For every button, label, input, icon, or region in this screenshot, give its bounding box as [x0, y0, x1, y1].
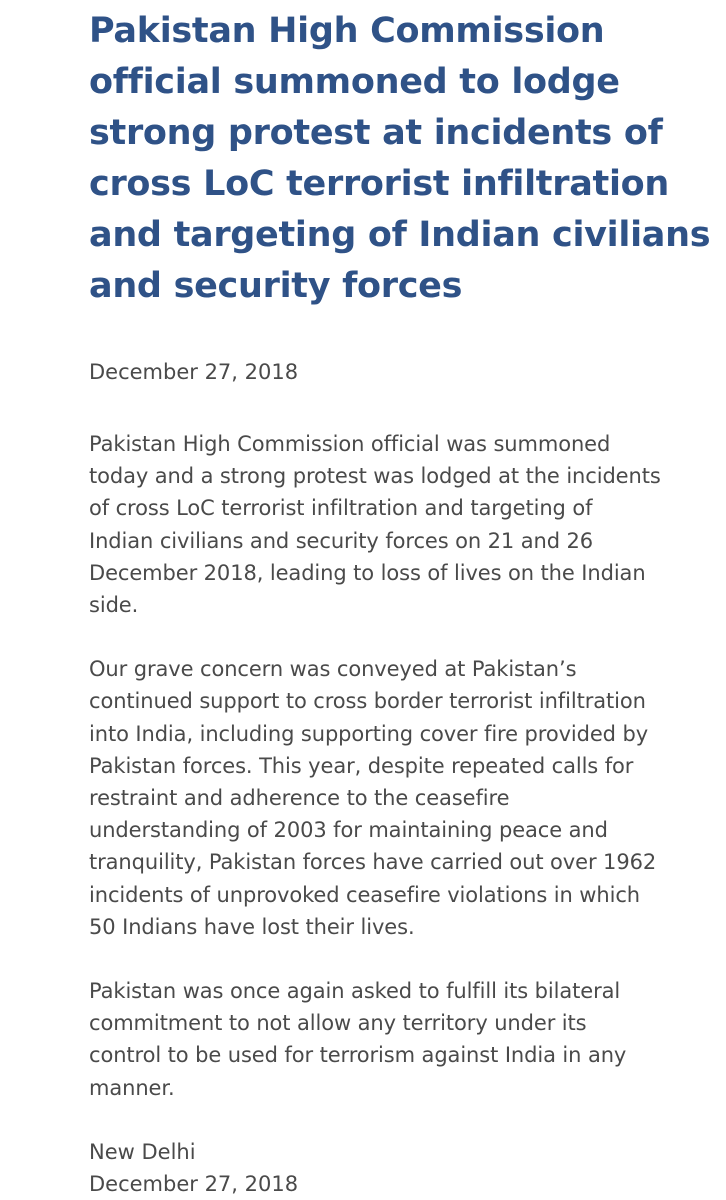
paragraph-line: continued support to cross border terrorist infiltration [89, 689, 646, 714]
paragraph-line: side. [89, 593, 139, 618]
paragraph-line: control to be used for terrorism against India in any [89, 1043, 627, 1068]
paragraph-2 [89, 653, 699, 943]
press-release [89, 0, 711, 1200]
paragraph-line: restraint and adherence to the ceasefire [89, 786, 510, 811]
headline-line: cross LoC terrorist infiltration [89, 164, 669, 204]
paragraph-line: Our grave concern was conveyed at Pakistan’s [89, 657, 577, 682]
signature-date: December 27, 2018 [89, 1171, 299, 1196]
paragraph-line: commitment to not allow any territory under its [89, 1011, 587, 1036]
headline [89, 0, 711, 312]
paragraph-line: Indian civilians and security forces on 21 and 26 [89, 528, 594, 553]
paragraph-line: today and a strong protest was lodged at the incidents [89, 464, 661, 489]
headline-line: strong protest at incidents of [89, 113, 663, 153]
headline-line: Pakistan High Commission [89, 11, 605, 51]
paragraph-line: Pakistan High Commission official was summoned [89, 432, 611, 456]
paragraph-line: into India, including supporting cover fire provided by [89, 721, 649, 746]
publish-date: December 27, 2018 [89, 360, 299, 384]
paragraph-line: incidents of unprovoked ceasefire violations in which [89, 882, 640, 907]
paragraph-line: tranquility, Pakistan forces have carried out over 1962 [89, 850, 657, 875]
paragraph-3 [89, 975, 699, 1104]
paragraph-line: December 2018, leading to loss of lives on the Indian [89, 560, 646, 585]
headline-line: and security forces [89, 266, 463, 306]
signature-block [89, 1136, 699, 1200]
headline-line: and targeting of Indian civilians [89, 215, 711, 255]
paragraph-line: manner. [89, 1075, 175, 1100]
paragraph-line: Pakistan was once again asked to fulfill its bilateral [89, 979, 621, 1004]
headline-line: official summoned to lodge [89, 62, 620, 102]
paragraph-line: 50 Indians have lost their lives. [89, 914, 415, 939]
paragraph-line: of cross LoC terrorist infiltration and targeting of [89, 496, 593, 521]
paragraph-line: Pakistan forces. This year, despite repeated calls for [89, 753, 634, 778]
paragraph-line: understanding of 2003 for maintaining peace and [89, 818, 608, 843]
signature-place: New Delhi [89, 1139, 196, 1164]
paragraph-1 [89, 428, 699, 621]
